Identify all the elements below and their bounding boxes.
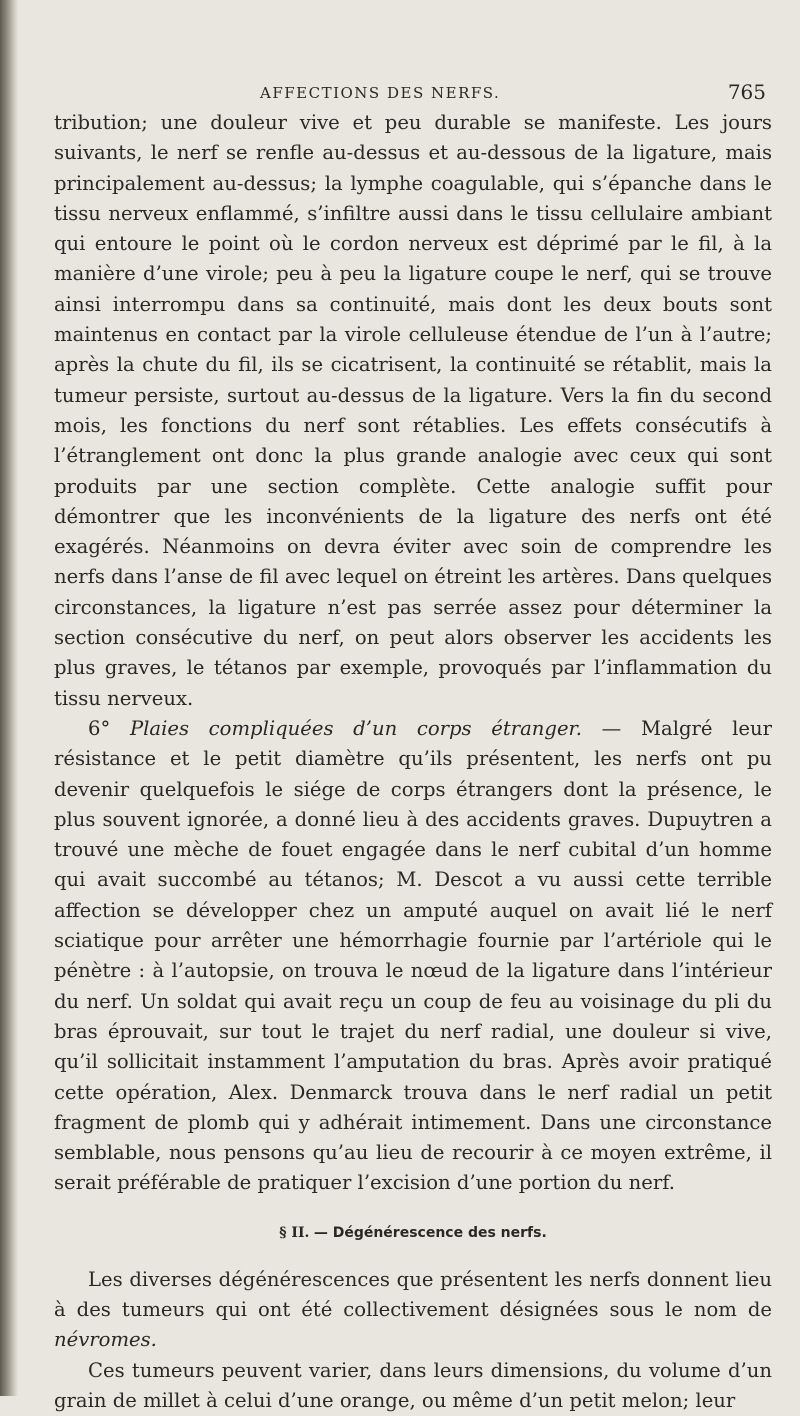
paragraph-text: — Malgré leur résistance et le petit diamètre qu’ils présentent, les nerfs ont pu devenir quelquefois le siége de corps étrangers dont la présence, le plus souvent ignorée, a donné lieu à des accidents graves. Dupuytren a trouvé une mèche de fouet engagée dans le nerf cubital d’un homme qui avait succombé au tétanos; M. Descot a vu aussi cette terrible affection se développer chez un amputé auquel on avait lié le nerf sciatique pour arrêter une hémorrhagie fournie par l’artériole qui le pénètre : à l’autopsie, on trouva le nœud de la ligature dans l’intérieur du nerf. Un soldat qui avait reçu un coup de feu au voisinage du pli du bras éprouvait, sur tout le trajet du nerf radial, une douleur si vive, qu’il sollicitait instamment l’amputation du bras. Après avoir pratiqué cette opération, Alex. Denmarck trouva dans le nerf radial un petit fragment de plomb qui y adhérait intimement. Dans une circonstance semblable, nous pensons qu’au lieu de recourir à ce moyen extrême, il serait préférable de pratiquer l’excision d’une portion du nerf. bbox=[54, 716, 772, 1195]
paragraph-continued bbox=[54, 108, 772, 714]
paragraph-term: névromes. bbox=[54, 1328, 157, 1352]
section-number: § II. bbox=[279, 1224, 310, 1241]
running-title: AFFECTIONS DES NERFS. bbox=[260, 84, 501, 102]
paragraph-title: Plaies compliquées d’un corps étranger. bbox=[129, 716, 582, 740]
section-heading bbox=[54, 1223, 772, 1243]
paragraph-text: Les diverses dégénérescences que présentent les nerfs donnent lieu à des tumeurs qui ont été collectivement désignées sous le nom de bbox=[54, 1267, 772, 1321]
paragraph-text: Ces tumeurs peuvent varier, dans leurs dimensions, du volume d’un grain de millet à celui d’une orange, ou même d’un petit melon; leur bbox=[54, 1358, 772, 1412]
body-text bbox=[54, 108, 772, 1416]
book-binding-edge bbox=[0, 0, 18, 1396]
page-number: 765 bbox=[727, 80, 766, 104]
book-page bbox=[46, 0, 786, 1412]
paragraph-tumors bbox=[54, 1356, 772, 1416]
section-title: — Dégénérescence des nerfs. bbox=[313, 1224, 547, 1241]
paragraph-text: tribution; une douleur vive et peu durable se manifeste. Les jours suivants, le nerf se renfle au-dessus et au-dessous de la ligature, mais principalement au-dessus; la lymphe coagulable, qui s’épanche dans le tissu nerveux enflammé, s’infiltre aussi dans le tissu cellulaire ambiant qui entoure le point où le cordon nerveux est déprimé par le fil, à la manière d’une virole; peu à peu la ligature coupe le nerf, qui se trouve ainsi interrompu dans sa continuité, mais dont les deux bouts sont maintenus en contact par la virole celluleuse étendue de l’un à l’autre; après la chute du fil, ils se cicatrisent, la continuité se rétablit, mais la tumeur persiste, surtout au-dessus de la ligature. Vers la fin du second mois, les fonctions du nerf sont rétablies. Les effets consécutifs à l’étranglement ont donc la plus grande analogie avec ceux qui sont produits par une section complète. Cette analogie suffit pour démontrer que les inconvénients de la ligature des nerfs ont été exagérés. Néanmoins on devra éviter avec soin de comprendre les nerfs dans l’anse de fil avec lequel on étreint les artères. Dans quelques circonstances, la ligature n’est pas serrée assez pour déterminer la section consécutive du nerf, on peut alors observer les accidents les plus graves, le tétanos par exemple, provoqués par l’inflammation du tissu nerveux. bbox=[54, 111, 772, 710]
paragraph-number: 6° bbox=[88, 716, 111, 740]
running-head bbox=[46, 80, 766, 108]
paragraph-degeneration bbox=[54, 1265, 772, 1356]
paragraph-foreign-bodies bbox=[54, 714, 772, 1199]
